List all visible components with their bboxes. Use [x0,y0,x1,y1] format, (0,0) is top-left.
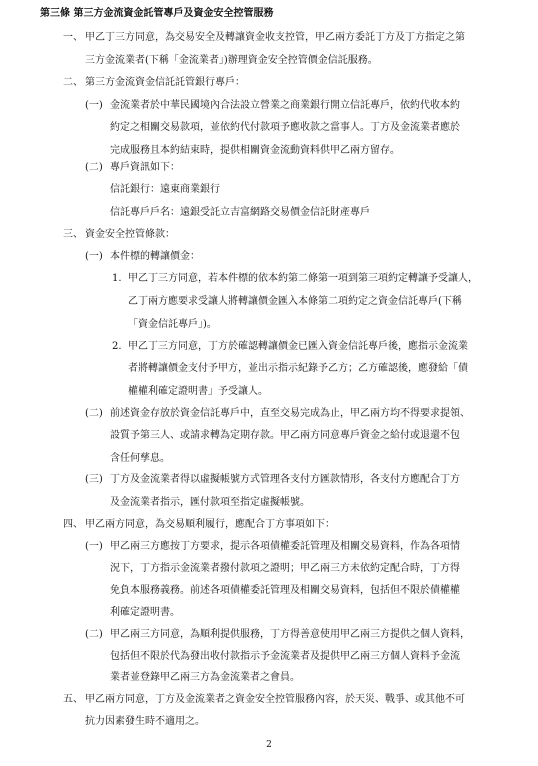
section-number: 二、 [63,77,83,88]
item-text-line: 完成服務且本約結束時，提供相關資金流動資料供甲乙兩方留存。 [110,145,400,156]
item-text-line: 金流業者於中華民國境內合法設立營業之商業銀行開立信託專戶，依約代收本約 [110,100,460,111]
section-text-line: 甲乙丁三方同意，為交易安全及轉讓資金收支控管，甲乙兩方委託丁方及丁方指定之第 [85,32,465,43]
subitem-text-line: 權權利確定證明書」予受讓人。 [128,386,268,397]
section-text-line: 甲乙兩方同意，丁方及金流業者之資金安全控管服務內容，於天災、戰爭、或其他不可 [85,694,465,705]
item-number: (一) [85,541,103,552]
item-number: (三) [85,474,103,485]
section-number: 一、 [63,32,83,43]
item-text-line: 甲乙兩三方應按丁方要求，提示各項債權委託管理及相關交易資料，作為各項情 [110,541,460,552]
item-number: (二) [85,162,103,173]
section-text-line: 三方金流業者(下稱「金流業者」)辦理資金安全控管價金信託服務。 [85,55,378,66]
item-number: (二) [85,629,103,640]
item-text-line: 信託專戶戶名：遠銀受託立吉富網路交易價金信託財產專戶 [110,207,370,218]
subitem-text-line: 乙丁兩方應要求受讓人將轉讓價金匯入本條第二項約定之資金信託專戶(下稱 [128,296,462,307]
item-text-line: 本件標的轉讓價金： [110,251,200,262]
item-text-line: 業者並登錄甲乙兩三方為金流業者之會員。 [110,672,300,683]
section-number: 三、 [63,229,83,240]
item-text-line: 丁方及金流業者得以虛擬帳號方式管理各支付方匯款情形，各支付方應配合丁方 [110,474,460,485]
subitem-text-line: 甲乙丁三方同意，若本件標的依本約第二條第一項到第三項約定轉讓予受讓人， [128,273,478,284]
subitem-text-line: 者將轉讓價金支付予甲方，並出示指示紀錄予乙方；乙方確認後，應發給「債 [128,363,468,374]
item-text-line: 專戶資訊如下： [110,162,180,173]
item-text-line: 及金流業者指示，匯付款項至指定虛擬帳號。 [110,497,310,508]
subitem-number: 2. [112,341,122,352]
subitem-number: 1. [112,273,122,284]
item-text-line: 甲乙兩三方同意，為順利提供服務，丁方得善意使用甲乙兩三方提供之個人資料， [110,629,470,640]
section-text-line: 第三方金流資金信託託管銀行專戶： [85,77,245,88]
item-text-line: 免負本服務義務。前述各項債權委託管理及相關交易資料，包括但不限於債權權 [110,585,460,596]
page-number: 2 [266,740,272,750]
item-text-line: 設質予第三人、或請求轉為定期存款。甲乙兩方同意專戶資金之給付或退還不包 [110,430,460,441]
item-text-line: 含任何孳息。 [110,453,170,464]
subitem-text-line: 「資金信託專戶」)。 [128,319,217,330]
article-title: 第三條 第三方金流資金託管專戶及資金安全控管服務 [40,8,274,19]
item-text-line: 包括但不限於代為發出收付款指示予金流業者及提供甲乙兩三方個人資料予金流 [110,651,460,662]
section-number: 四、 [63,519,83,530]
item-text-line: 信託銀行：遠東商業銀行 [110,184,220,195]
item-text-line: 利確定證明書。 [110,607,180,618]
section-text-line: 資金安全控管條款： [85,229,175,240]
section-number: 五、 [63,694,83,705]
item-number: (二) [85,408,103,419]
item-number: (一) [85,251,103,262]
subitem-text-line: 甲乙丁三方同意，丁方於確認轉讓價金已匯入資金信託專戶後，應指示金流業 [128,341,468,352]
item-text-line: 約定之相關交易款項，並依約代付款項予應收款之當事人。丁方及金流業者應於 [110,122,460,133]
item-text-line: 前述資金存放於資金信託專戶中，直至交易完成為止，甲乙兩方均不得要求提領、 [110,408,470,419]
section-text-line: 抗力因素發生時不適用之。 [85,716,205,727]
item-number: (一) [85,100,103,111]
section-text-line: 甲乙兩方同意，為交易順利履行，應配合丁方事項如下： [85,519,335,530]
item-text-line: 況下，丁方指示金流業者撥付款項之證明；甲乙兩三方未依約定配合時，丁方得 [110,563,460,574]
